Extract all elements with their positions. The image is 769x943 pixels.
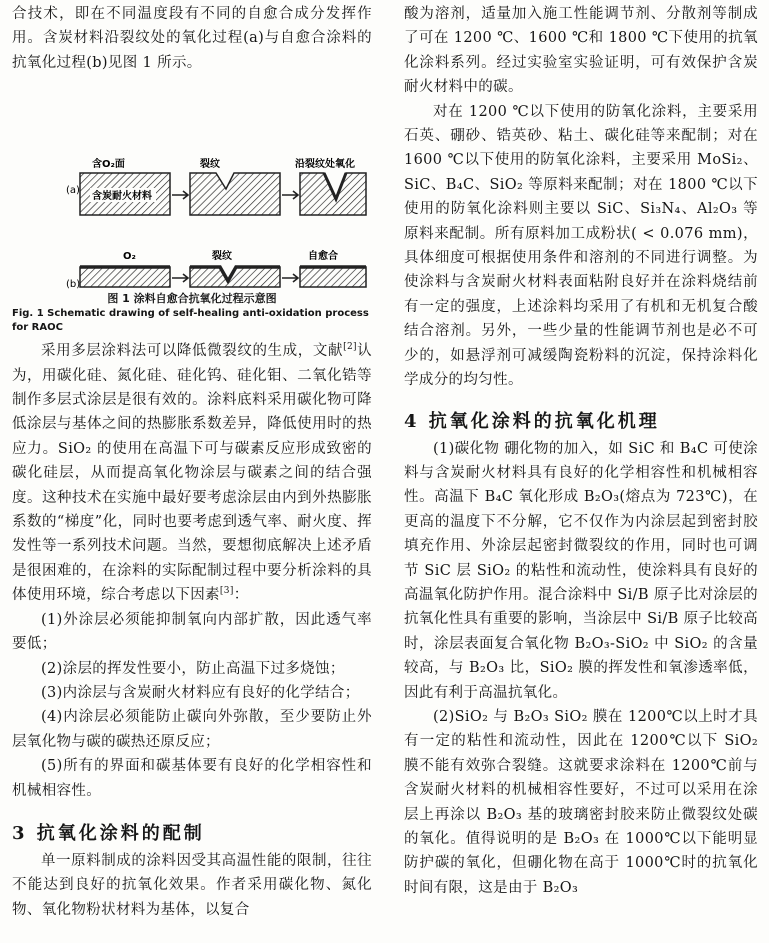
left-column bbox=[12, 2, 372, 922]
section-4-title: 4 抗氧化涂料的抗氧化机理 bbox=[404, 410, 660, 432]
factor-item-2: (2)涂层的挥发性要小，防止高温下过多烧蚀； bbox=[41, 660, 345, 677]
multilayer-paragraph bbox=[12, 339, 372, 607]
multilayer-text-1: 采用多层涂料法可以降低微裂纹的生成，文献 bbox=[41, 343, 344, 360]
figure-a-label-3: 沿裂纹处氧化 bbox=[295, 159, 355, 171]
figure-row-b-label: (b) bbox=[66, 279, 81, 290]
figure-caption-en: Fig. 1 Schematic drawing of self-healing anti-oxidation process for RAOC bbox=[12, 308, 369, 334]
figure-b-block-1 bbox=[80, 267, 170, 287]
reference-2[interactable]: [2] bbox=[343, 342, 357, 353]
figure-row-a-label: (a) bbox=[66, 185, 80, 197]
figure-1-diagram bbox=[12, 75, 372, 289]
sio2-paragraph: (2)SiO₂ 与 B₂O₃ SiO₂ 膜在 1200℃以上时才具有一定的粘性和流动性，因此在 1200℃以下 SiO₂ 膜不能有效弥合裂缝。这就要求涂料在 1200℃前与含炭耐火材料的机械相容性要好，不过可以采用在涂层上再涂以 B₂O₃ 基的玻璃密封胶来防止微裂纹处碳的氧化。值得说明的是 B₂O₃ 在 1000℃以下能明显防护碳的氧化，但硼化物在高于 1000℃时的抗氧化时间有限，这是由于 B₂O₃ bbox=[404, 708, 758, 896]
figure-caption-cn: 图 1 涂料自愈合抗氧化过程示意图 bbox=[107, 292, 277, 306]
section-3-paragraph: 单一原料制成的涂料因受其高温性能的限制，往往不能达到良好的抗氧化效果。作者采用碳化物、氮化物、氧化物粉状材料为基体，以复合 bbox=[12, 852, 372, 918]
factor-item-5: (5)所有的界面和碳基体要有良好的化学相容性和机械相容性。 bbox=[12, 758, 372, 799]
figure-a-material-label: 含炭耐火材料 bbox=[92, 191, 152, 203]
figure-a-label-2: 裂纹 bbox=[200, 159, 220, 171]
multilayer-text-2: 认为，用碳化硅、氮化硅、硅化钨、硅化钼、二氧化锆等制作多层式涂层是很有效的。涂料底料采用碳化物可降低涂层与基体之间的热膨胀系数差异，降低使用时的热应力。SiO₂ 的使用在高温下可与碳素反应形成致密的碳化硅层，从而提高氧化物涂层与碳素之间的结合强度。这种技术在实施中最好要考虑涂层由内到外热膨胀系数的“梯度”化，同时也要考虑到透气率、耐火度、挥发性等一系列技术问题。当然，要想彻底解决上述矛盾是很困难的，在涂料的实际配制过程中要分析涂料的具体使用环境，综合考虑以下因素 bbox=[12, 343, 372, 604]
factor-item-4: (4)内涂层必须能防止碳向外弥散，至少要防止外层氧化物与碳的碳热还原反应； bbox=[12, 709, 372, 750]
multilayer-text-3: ： bbox=[233, 587, 249, 604]
figure-a-block-2 bbox=[190, 173, 280, 215]
continue-paragraph: 酸为溶剂，适量加入施工性能调节剂、分散剂等制成了可在 1200 ℃、1600 ℃和 1800 ℃下使用的抗氧化涂料系列。经过实验室实验证明，可有效保护含炭耐火材料中的碳。 bbox=[404, 6, 758, 96]
reference-3[interactable]: [3] bbox=[219, 586, 234, 597]
figure-b-label-3: 自愈合 bbox=[308, 251, 338, 263]
factor-item-3: (3)内涂层与含炭耐火材料应有良好的化学结合； bbox=[41, 684, 360, 701]
arrow-icon bbox=[282, 274, 298, 282]
arrow-icon bbox=[172, 274, 188, 282]
figure-b-block-3 bbox=[300, 267, 366, 287]
figure-b-label-1: O₂ bbox=[123, 251, 136, 263]
intro-paragraph: 合技术，即在不同温度段有不同的自愈合成分发挥作用。含炭材料沿裂纹处的氧化过程(a)与自愈合涂料的抗氧化过程(b)见图 1 所示。 bbox=[12, 6, 372, 71]
figure-b-label-2: 裂纹 bbox=[212, 251, 232, 263]
carbide-paragraph: (1)碳化物 硼化物的加入，如 SiC 和 B₄C 可使涂料与含炭耐火材料具有良好的化学相容性和机械相容性。高温下 B₄C 氧化形成 B₂O₃(熔点为 723℃)，在更高的温度下不分解，它不仅作为内涂层起到密封胶填充作用、外涂层起密封微裂纹的作用，同时也可调节 SiC 层 SiO₂ 的粘性和流动性，使涂料具有良好的高温氧化防护作用。混合涂料中 Si/B 原子比对涂层的抗氧化性具有重要的影响，当涂层中 Si/B 原子比较高时，涂层表面复合氧化物 B₂O₃-SiO₂ 中 SiO₂ 的含量较高，与 B₂O₃ 比，SiO₂ 膜的挥发性和氧渗透率低，因此有利于高温抗氧化。 bbox=[404, 440, 758, 701]
formulation-paragraph: 对在 1200 ℃以下使用的防氧化涂料，主要采用石英、硼砂、锆英砂、粘土、碳化硅等来配制；对在 1600 ℃以下使用的防氧化涂料，主要采用 MoSi₂、SiC、B₄C、SiO₂ 等原料来配制；对在 1800 ℃以下使用的防氧化涂料则主要以 SiC、Si₃N₄、Al₂O₃ 等原料来配制。所有原料加工成粉状( < 0.076 mm)，具体细度可根据使用条件和溶剂的不同进行调整。为使涂料与含炭耐火材料表面粘附良好并在涂料烧结前有一定的强度，上述涂料均采用了有机和无机复合酸结合溶剂。另外，一些少量的性能调节剂也是必不可少的，如悬浮剂可减缓陶瓷粉料的沉淀，保持涂料化学成分的均匀性。 bbox=[404, 103, 758, 389]
right-column bbox=[404, 2, 758, 900]
factor-item-1: (1)外涂层必须能抑制氧向内部扩散，因此透气率要低； bbox=[12, 611, 372, 653]
arrow-icon bbox=[172, 191, 188, 199]
figure-1 bbox=[12, 75, 372, 289]
arrow-icon bbox=[282, 191, 298, 199]
figure-a-label-1: 含O₂面 bbox=[92, 159, 125, 171]
section-3-title: 3 抗氧化涂料的配制 bbox=[12, 822, 205, 844]
